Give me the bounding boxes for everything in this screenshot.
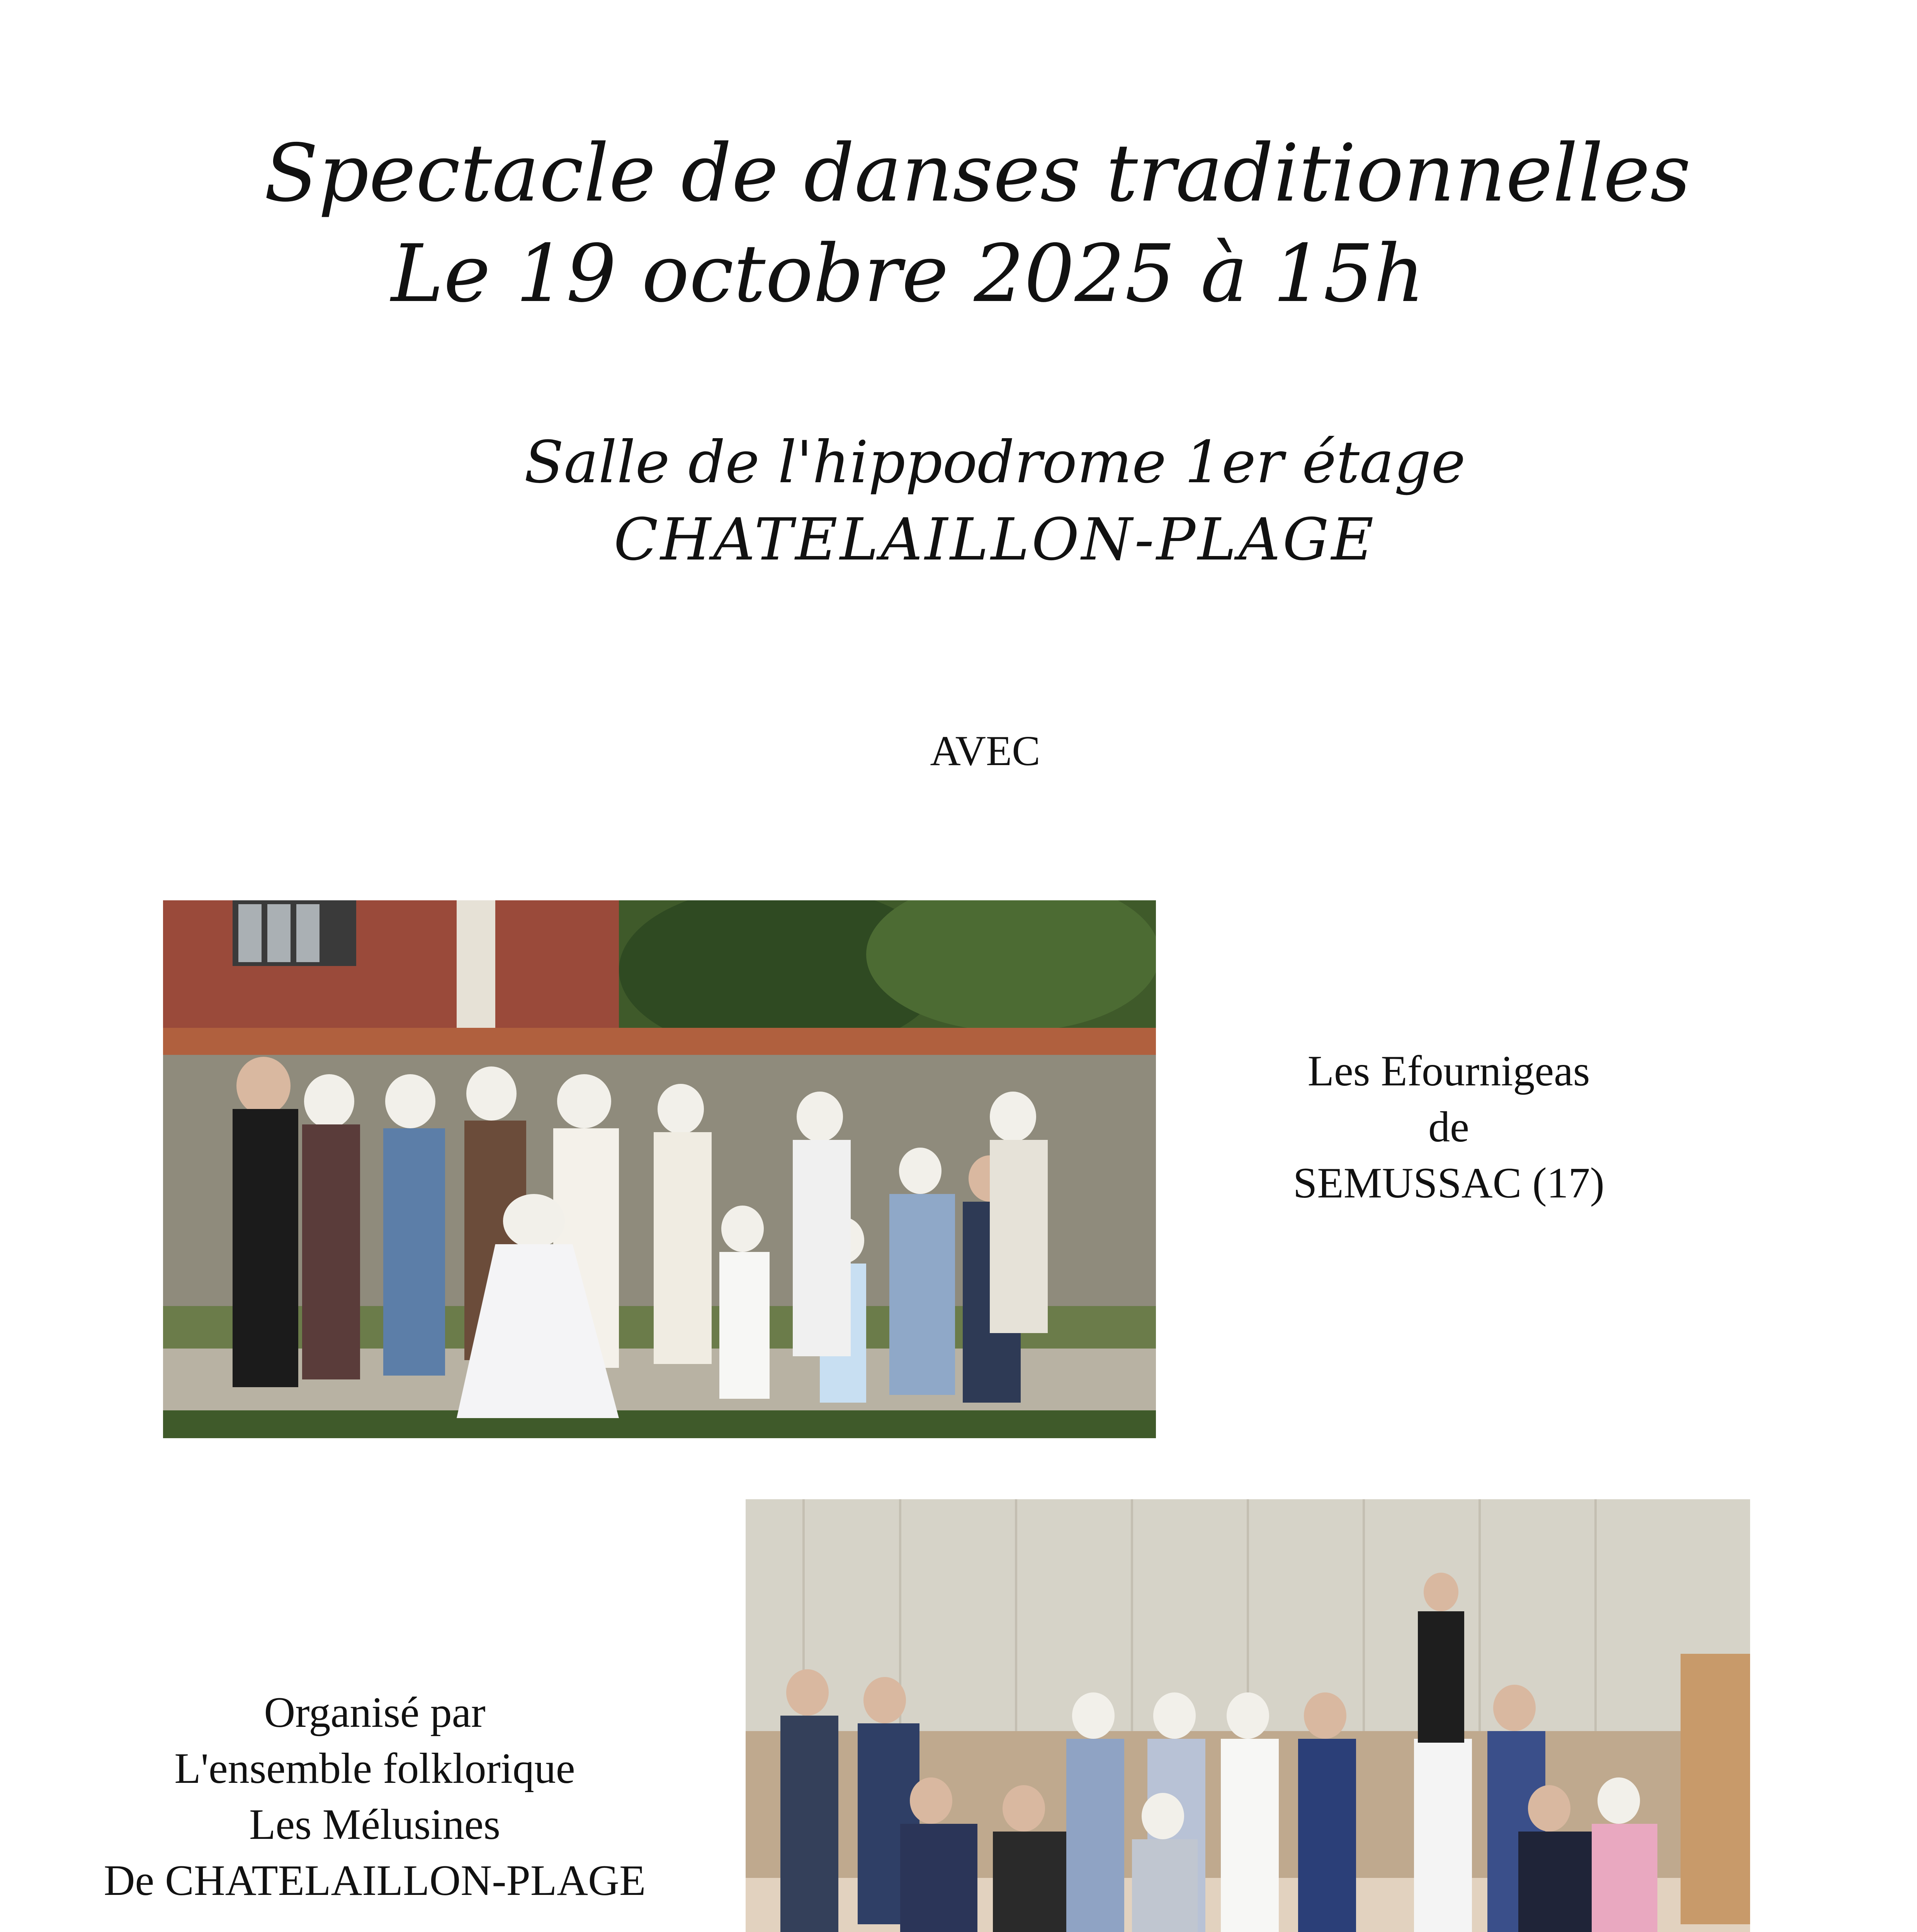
guest-group-line-2: de: [1428, 1103, 1469, 1151]
event-date: Le 19 octobre 2025 à 15h: [391, 228, 1425, 320]
organizer-group-photo: [746, 1499, 1750, 1932]
poster-title: Spectacle de danses traditionnelles: [264, 128, 1691, 219]
guest-group-line-3: SEMUSSAC (17): [1293, 1159, 1604, 1207]
with-label: AVEC: [930, 727, 1040, 774]
organizer-line-1: Organisé par: [264, 1689, 486, 1736]
venue-town: CHATELAILLON-PLAGE: [614, 506, 1376, 573]
venue-name: Salle de l'hippodrome 1er étage: [524, 429, 1466, 496]
organizer-block: [31, 1685, 719, 1909]
organizer-line-2: L'ensemble folklorique: [174, 1745, 575, 1793]
guest-group-line-1: Les Efournigeas: [1307, 1047, 1590, 1095]
organizer-line-3: Les Mélusines: [249, 1801, 501, 1849]
organizer-line-4: De CHATELAILLON-PLAGE: [104, 1857, 646, 1905]
guest-group-photo: [163, 900, 1156, 1438]
guest-group-name: [1198, 1043, 1700, 1211]
